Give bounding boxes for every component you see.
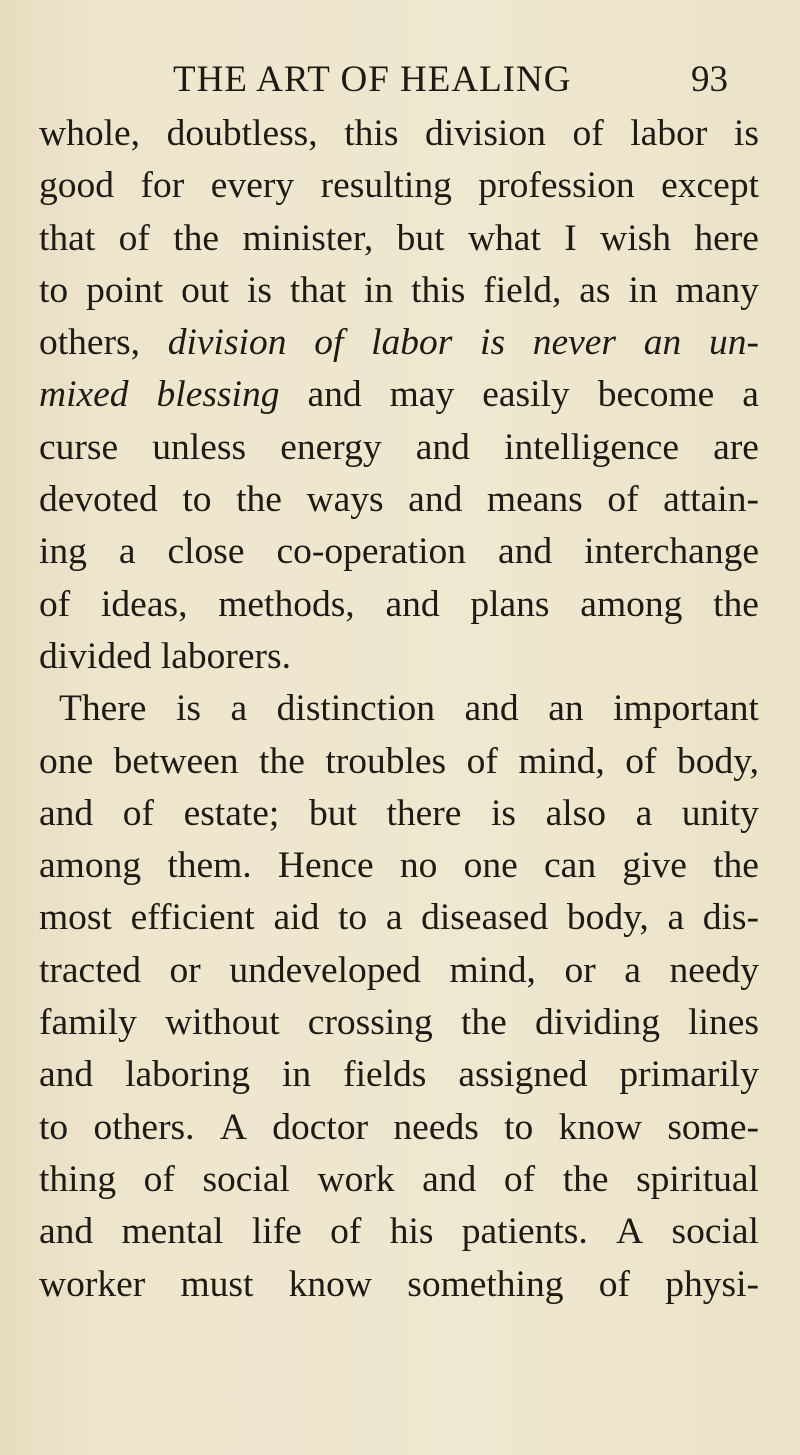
word: spiritual <box>636 1158 759 1200</box>
word: ing <box>39 531 87 573</box>
text-line <box>39 945 759 997</box>
running-head <box>0 58 800 106</box>
word: is <box>490 792 516 834</box>
word: may <box>389 374 455 416</box>
word: something <box>407 1263 564 1305</box>
text-line <box>39 631 759 683</box>
word: give <box>622 845 687 887</box>
text-line <box>39 1206 759 1258</box>
word: important <box>613 688 759 730</box>
word: and <box>39 792 94 834</box>
text-line <box>39 160 759 212</box>
word: without <box>165 1002 280 1044</box>
word: a <box>742 374 759 416</box>
word: there <box>386 792 462 834</box>
word: intelligence <box>504 426 679 468</box>
word: profession <box>478 165 635 207</box>
word: become <box>597 374 715 416</box>
word: point <box>86 269 164 311</box>
word: family <box>39 1002 137 1044</box>
word: also <box>545 792 606 834</box>
word: except <box>661 165 759 207</box>
word: and <box>464 688 519 730</box>
text-line <box>39 317 759 369</box>
word: of <box>572 113 604 154</box>
word: interchange <box>584 531 759 573</box>
word: life <box>251 1211 302 1253</box>
word: of <box>122 792 154 834</box>
word: labor <box>630 113 708 154</box>
word: efficient <box>130 897 255 939</box>
word: the <box>713 583 759 625</box>
word: plans <box>470 583 550 625</box>
word: easily <box>482 374 570 416</box>
word: in <box>364 269 394 311</box>
word: A <box>616 1211 644 1253</box>
word: the <box>562 1158 609 1200</box>
text-line <box>39 579 759 631</box>
word: I <box>564 217 577 259</box>
word: Hence <box>277 845 374 887</box>
word: of <box>118 217 150 259</box>
word: minister, <box>242 217 374 259</box>
word: in <box>281 1054 312 1096</box>
word: primarily <box>619 1054 759 1096</box>
word: that <box>39 217 96 259</box>
word: or <box>564 949 596 991</box>
word: doctor <box>272 1106 369 1148</box>
word: unless <box>152 426 247 468</box>
word: of <box>598 1263 630 1305</box>
word: divided <box>39 635 152 677</box>
word: field, <box>483 269 562 311</box>
word: but <box>396 217 445 259</box>
word: every <box>210 165 295 207</box>
word: methods, <box>218 583 355 625</box>
word: a <box>230 688 248 730</box>
word: social <box>202 1158 290 1200</box>
word: is <box>480 322 506 364</box>
word: A <box>219 1106 247 1148</box>
text-line <box>39 213 759 265</box>
word: thing <box>39 1158 117 1200</box>
word: division <box>425 113 546 154</box>
text-line <box>39 265 759 317</box>
word: here <box>694 217 759 259</box>
word: distinction <box>276 688 435 730</box>
word: needy <box>669 949 759 991</box>
word: un- <box>708 322 759 364</box>
word: among <box>39 845 142 887</box>
word: dis- <box>702 897 759 939</box>
word: others. <box>93 1106 195 1148</box>
word: aid <box>273 897 320 939</box>
word: of <box>625 740 657 782</box>
word: a <box>385 897 403 939</box>
text-line <box>39 526 759 578</box>
word: of <box>39 583 71 625</box>
text-line <box>39 1049 759 1101</box>
text-line <box>39 1102 759 1154</box>
text-line <box>39 474 759 526</box>
word: fields <box>343 1054 427 1096</box>
word: assigned <box>458 1054 588 1096</box>
text-line <box>39 892 759 944</box>
text-line <box>39 683 759 735</box>
word: a <box>635 792 653 834</box>
word: the <box>460 1002 507 1044</box>
word: among <box>580 583 683 625</box>
word: body, <box>566 897 649 939</box>
word: ways <box>306 479 384 521</box>
word: mind, <box>518 740 605 782</box>
word: and <box>307 374 362 416</box>
word: of <box>466 740 498 782</box>
word: know <box>288 1263 372 1305</box>
word: physi- <box>665 1263 759 1305</box>
word: crossing <box>307 1002 433 1044</box>
word: no <box>399 845 438 887</box>
word: whole, <box>39 113 141 154</box>
word: lines <box>688 1002 759 1044</box>
word: laborers. <box>160 635 292 677</box>
word: mixed <box>39 374 129 416</box>
word: and <box>497 531 553 573</box>
word: is <box>246 269 272 311</box>
word: doubtless, <box>166 113 318 154</box>
word: or <box>169 949 201 991</box>
word: laboring <box>125 1054 251 1096</box>
word: others, <box>39 322 141 364</box>
word: the <box>713 845 759 887</box>
word: to <box>39 1106 69 1148</box>
text-line <box>39 788 759 840</box>
word: to <box>504 1106 534 1148</box>
word: division <box>167 322 287 364</box>
word: to <box>39 269 69 311</box>
word: unity <box>681 792 759 834</box>
word: to <box>337 897 368 939</box>
word: some- <box>667 1106 759 1148</box>
word: to <box>182 479 212 521</box>
word: dividing <box>534 1002 660 1044</box>
word: There <box>59 688 147 730</box>
word: tracted <box>39 949 142 991</box>
word: of <box>143 1158 175 1200</box>
word: and <box>39 1054 94 1096</box>
word: devoted <box>39 479 158 521</box>
word: a <box>118 531 136 573</box>
word: out <box>181 269 230 311</box>
word: the <box>236 479 282 521</box>
word: is <box>733 113 759 154</box>
word: close <box>167 531 245 573</box>
word: labor <box>371 322 453 364</box>
word: are <box>713 426 759 468</box>
word: mind, <box>449 949 536 991</box>
text-line <box>39 1259 759 1311</box>
word: wish <box>600 217 671 259</box>
word: one <box>39 740 94 782</box>
word: is <box>175 688 201 730</box>
text-line <box>39 369 759 421</box>
word: troubles <box>325 740 447 782</box>
word: them. <box>167 845 252 887</box>
word: social <box>671 1211 759 1253</box>
text-line <box>39 840 759 892</box>
word: for <box>140 165 185 207</box>
word: work <box>317 1158 395 1200</box>
word: what <box>467 217 541 259</box>
word: worker <box>39 1263 146 1305</box>
word: and <box>39 1211 94 1253</box>
running-title: THE ART OF HEALING <box>173 59 572 100</box>
word: as <box>579 269 611 311</box>
word: resulting <box>320 165 452 207</box>
word: never <box>532 322 617 364</box>
word: of <box>503 1158 536 1200</box>
word: a <box>667 897 685 939</box>
body-text <box>39 108 759 1311</box>
word: many <box>675 269 759 311</box>
word: know <box>558 1106 642 1148</box>
text-line <box>39 736 759 788</box>
word: an <box>643 322 682 364</box>
word: needs <box>393 1106 479 1148</box>
word: the <box>259 740 305 782</box>
word: diseased <box>421 897 549 939</box>
word: an <box>548 688 584 730</box>
page-number: 93 <box>691 59 728 100</box>
word: must <box>180 1263 254 1305</box>
word: between <box>113 740 239 782</box>
word: blessing <box>156 374 280 416</box>
word: patients. <box>461 1211 588 1253</box>
word: this <box>411 269 466 311</box>
word: estate; <box>183 792 280 834</box>
word: ideas, <box>101 583 188 625</box>
word: that <box>289 269 347 311</box>
text-line <box>39 108 759 160</box>
word: undeveloped <box>229 949 421 991</box>
word: can <box>544 845 597 887</box>
word: most <box>39 897 112 939</box>
word: means <box>486 479 583 521</box>
word: attain- <box>663 479 759 521</box>
text-line <box>39 1154 759 1206</box>
word: curse <box>39 426 119 468</box>
word: body, <box>677 740 759 782</box>
word: of <box>330 1211 362 1253</box>
word: energy <box>280 426 382 468</box>
word: co-operation <box>276 531 466 573</box>
word: but <box>308 792 357 834</box>
text-line <box>39 997 759 1049</box>
word: the <box>173 217 220 259</box>
word: good <box>39 165 114 207</box>
word: and <box>422 1158 477 1200</box>
word: this <box>344 113 399 154</box>
word: mental <box>121 1211 224 1253</box>
word: his <box>389 1211 434 1253</box>
word: and <box>415 426 470 468</box>
word: and <box>385 583 440 625</box>
word: of <box>607 479 639 521</box>
text-line <box>39 422 759 474</box>
word: in <box>628 269 658 311</box>
word: a <box>624 949 641 991</box>
word: one <box>463 845 518 887</box>
word: and <box>408 479 463 521</box>
word: of <box>314 322 344 364</box>
